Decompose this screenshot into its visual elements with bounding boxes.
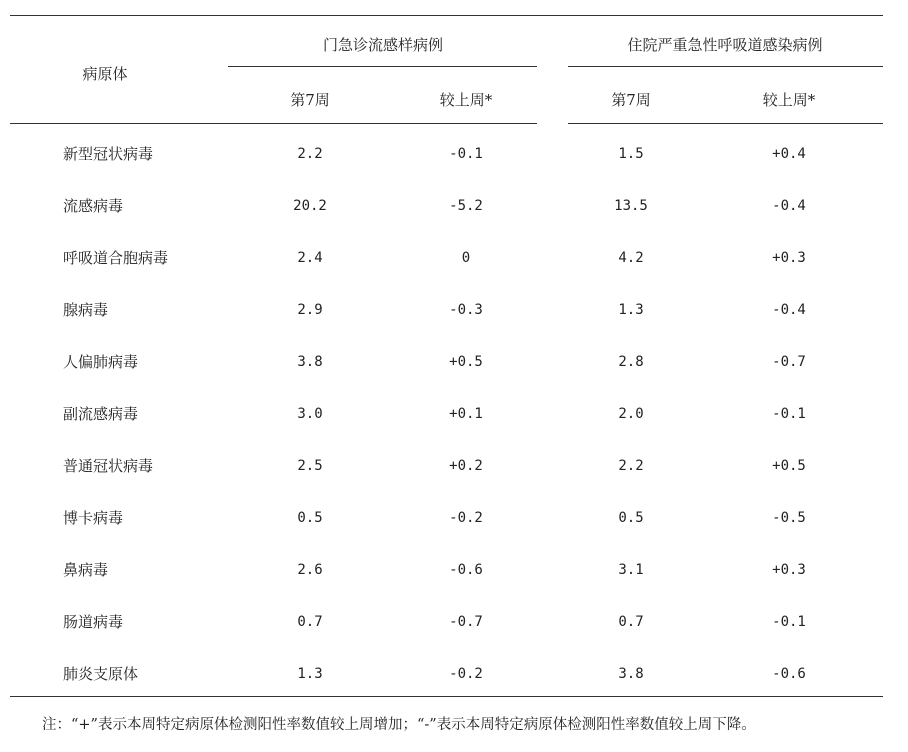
cell-ip-week: 2.2 [618, 458, 644, 474]
cell-ip-week: 2.8 [618, 354, 644, 370]
cell-ip-change: -0.4 [772, 198, 806, 214]
header-pathogen: 病原体 [82, 65, 128, 83]
table-row [0, 196, 908, 218]
cell-ip-change: -0.4 [772, 302, 806, 318]
header-rule-right [568, 123, 883, 124]
cell-op-change: -0.2 [449, 510, 483, 526]
table-row [0, 612, 908, 634]
table-row [0, 456, 908, 478]
cell-ip-change: +0.5 [772, 458, 806, 474]
cell-op-week: 2.6 [297, 562, 323, 578]
table-row [0, 664, 908, 686]
cell-op-change: +0.5 [449, 354, 483, 370]
cell-op-change: -0.7 [449, 614, 483, 630]
cell-op-week: 0.5 [297, 510, 323, 526]
cell-pathogen: 呼吸道合胞病毒 [63, 249, 169, 267]
header-outpatient-group: 门急诊流感样病例 [322, 36, 444, 54]
cell-op-week: 3.8 [297, 354, 323, 370]
table-row [0, 404, 908, 426]
bottom-rule [10, 696, 883, 697]
cell-ip-change: -0.6 [772, 666, 806, 682]
cell-op-week: 20.2 [293, 198, 327, 214]
cell-ip-week: 13.5 [614, 198, 648, 214]
header-op-week: 第7周 [290, 91, 330, 109]
header-inpatient-group: 住院严重急性呼吸道感染病例 [627, 36, 823, 54]
header-ip-change: 较上周* [762, 91, 816, 109]
cell-op-change: -0.2 [449, 666, 483, 682]
top-rule [10, 15, 883, 16]
cell-pathogen: 鼻病毒 [63, 561, 109, 579]
cell-ip-change: +0.3 [772, 562, 806, 578]
cell-ip-change: -0.1 [772, 614, 806, 630]
cell-op-change: -5.2 [449, 198, 483, 214]
table-footnote: 注：“+”表示本周特定病原体检测阳性率数值较上周增加；“-”表示本周特定病原体检测阳性率数值较上周下降。 [42, 717, 756, 733]
table-row [0, 508, 908, 530]
cell-ip-change: -0.1 [772, 406, 806, 422]
cell-ip-week: 2.0 [618, 406, 644, 422]
cell-op-week: 2.9 [297, 302, 323, 318]
header-rule-left [10, 123, 537, 124]
cell-ip-week: 4.2 [618, 250, 644, 266]
cell-ip-week: 3.1 [618, 562, 644, 578]
group-rule-inpatient [568, 66, 883, 67]
table-row [0, 144, 908, 166]
cell-op-week: 1.3 [297, 666, 323, 682]
cell-op-change: -0.1 [449, 146, 483, 162]
cell-op-week: 2.2 [297, 146, 323, 162]
cell-op-week: 0.7 [297, 614, 323, 630]
cell-ip-week: 1.5 [618, 146, 644, 162]
cell-op-change: -0.3 [449, 302, 483, 318]
cell-pathogen: 人偏肺病毒 [63, 353, 139, 371]
table-row [0, 560, 908, 582]
cell-ip-week: 1.3 [618, 302, 644, 318]
cell-op-change: 0 [461, 250, 471, 266]
cell-ip-change: -0.7 [772, 354, 806, 370]
table-row [0, 248, 908, 270]
cell-pathogen: 腺病毒 [63, 301, 109, 319]
table-row [0, 300, 908, 322]
cell-op-week: 2.4 [297, 250, 323, 266]
cell-op-change: +0.1 [449, 406, 483, 422]
cell-op-week: 2.5 [297, 458, 323, 474]
cell-ip-change: +0.3 [772, 250, 806, 266]
cell-pathogen: 流感病毒 [63, 197, 124, 215]
table-row [0, 352, 908, 374]
cell-pathogen: 博卡病毒 [63, 509, 124, 527]
cell-pathogen: 新型冠状病毒 [63, 145, 154, 163]
header-ip-week: 第7周 [611, 91, 651, 109]
cell-op-change: -0.6 [449, 562, 483, 578]
cell-ip-week: 0.7 [618, 614, 644, 630]
header-op-change: 较上周* [439, 91, 493, 109]
cell-ip-change: +0.4 [772, 146, 806, 162]
group-rule-outpatient [228, 66, 537, 67]
cell-pathogen: 普通冠状病毒 [63, 457, 154, 475]
cell-pathogen: 肺炎支原体 [63, 665, 139, 683]
cell-ip-week: 0.5 [618, 510, 644, 526]
cell-pathogen: 肠道病毒 [63, 613, 124, 631]
cell-op-change: +0.2 [449, 458, 483, 474]
cell-ip-week: 3.8 [618, 666, 644, 682]
cell-pathogen: 副流感病毒 [63, 405, 139, 423]
cell-ip-change: -0.5 [772, 510, 806, 526]
cell-op-week: 3.0 [297, 406, 323, 422]
